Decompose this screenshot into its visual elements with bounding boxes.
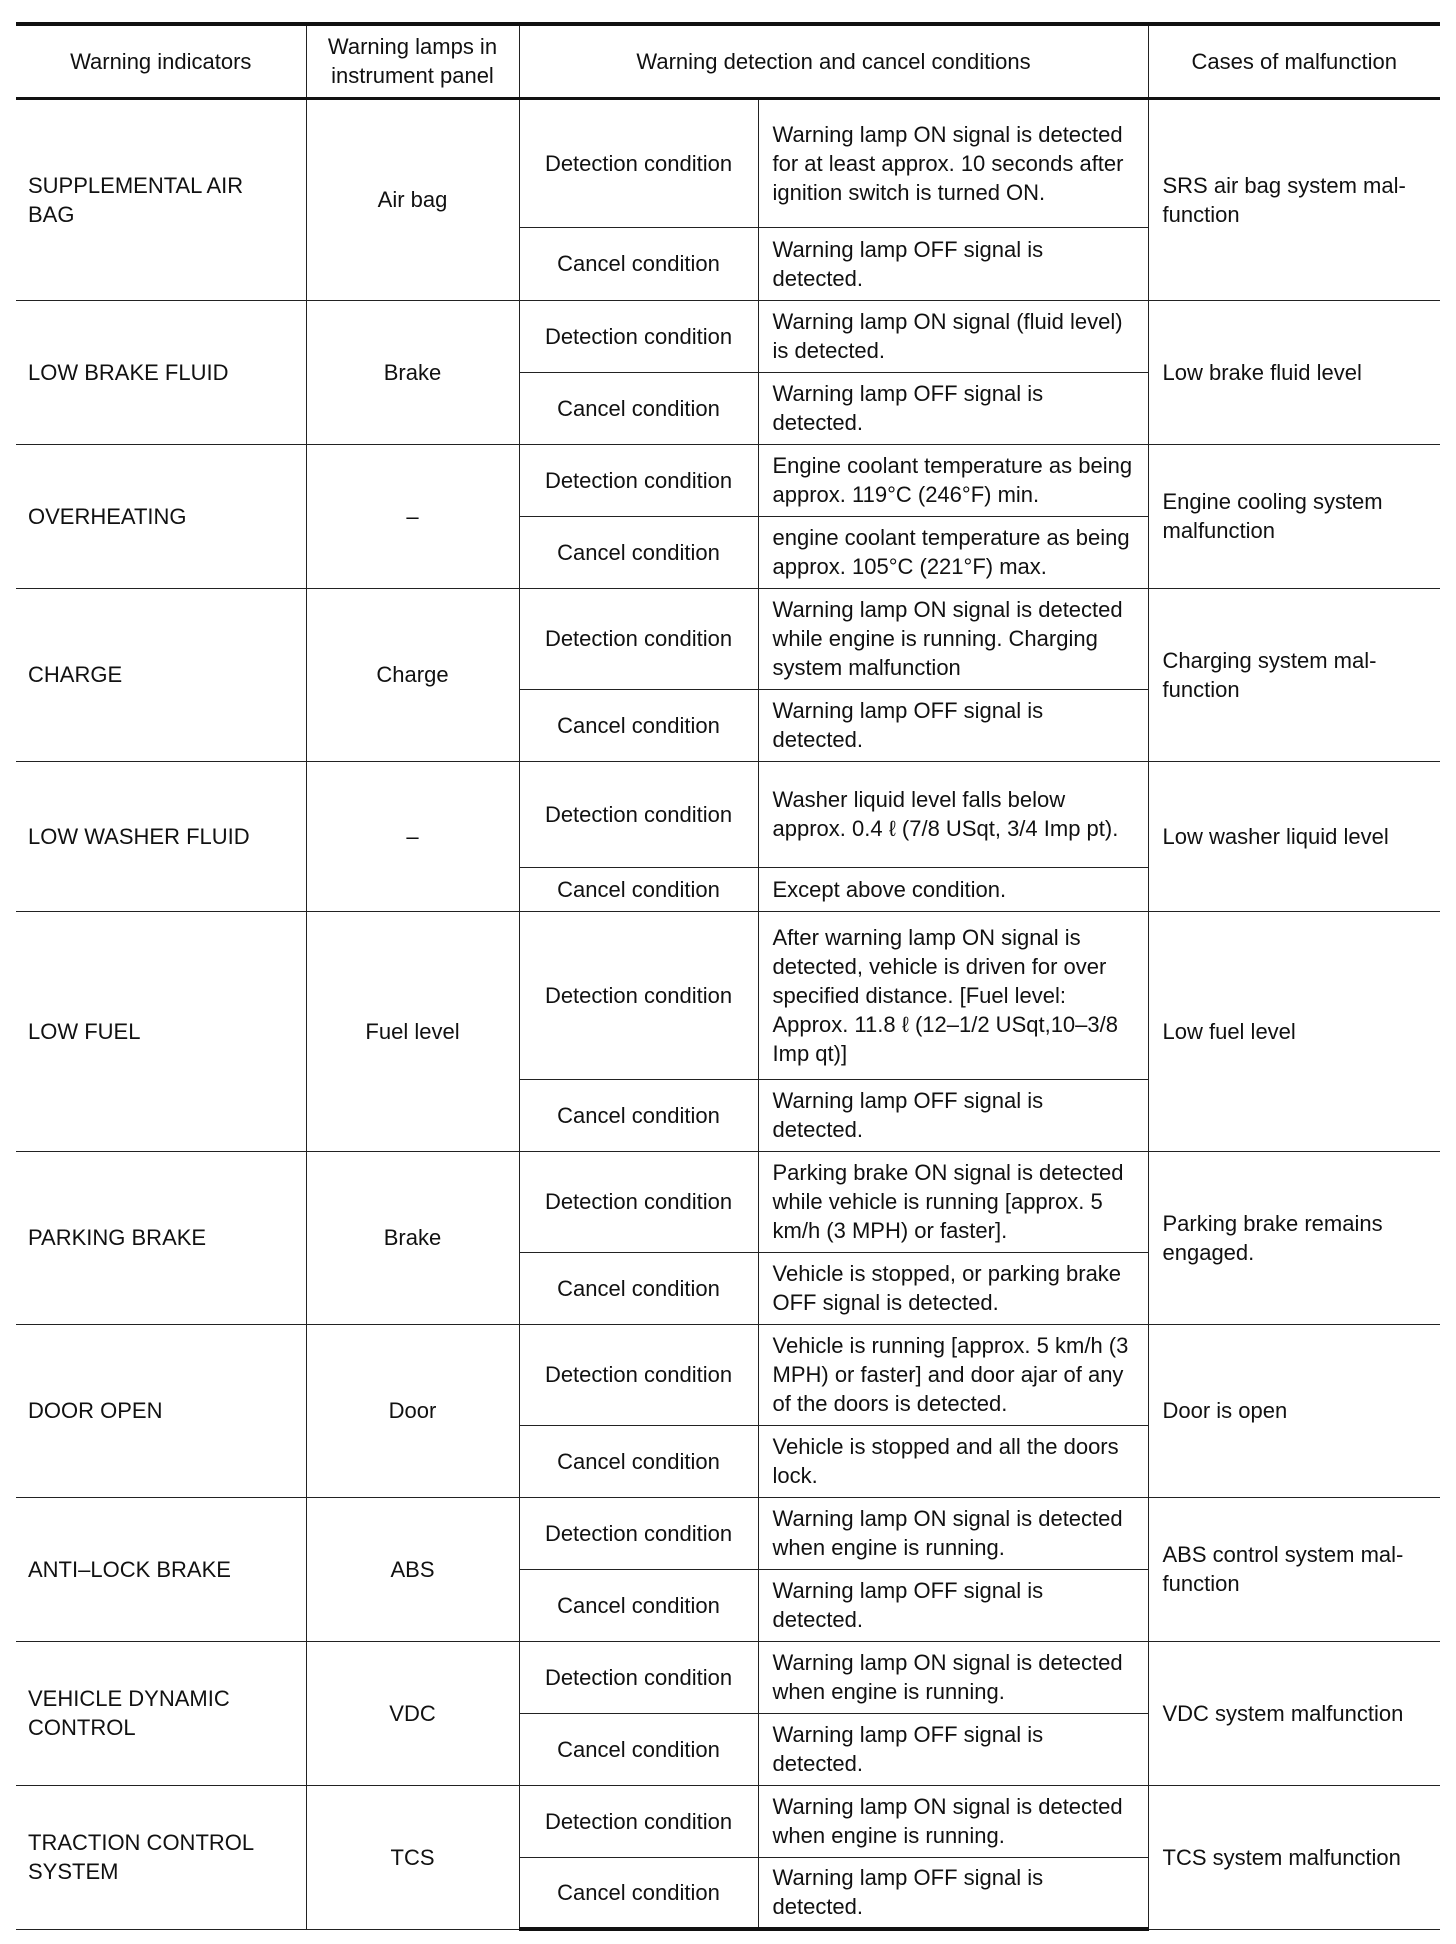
detection-condition-cell: Warning lamp ON signal is detected when engine is running. xyxy=(758,1785,1148,1857)
malfunction-case-cell: VDC system malfunction xyxy=(1148,1641,1440,1785)
warning-lamp-cell: Brake xyxy=(306,300,519,444)
detection-condition-cell: Warning lamp ON signal is detected when engine is running. xyxy=(758,1641,1148,1713)
cancel-condition-cell: Vehicle is stopped, or parking brake OFF signal is detected. xyxy=(758,1252,1148,1324)
malfunction-case-cell: Charging system mal- function xyxy=(1148,588,1440,761)
detection-condition-cell: Warning lamp ON signal (fluid level) is detected. xyxy=(758,300,1148,372)
table-row xyxy=(16,911,1440,1079)
header-row xyxy=(16,24,1440,98)
header-warning-indicators: Warning indicators xyxy=(16,24,306,98)
detection-label-cell: Detection condition xyxy=(519,98,758,227)
detection-label-cell: Detection condition xyxy=(519,761,758,867)
detection-condition-cell: After warning lamp ON signal is detected, vehicle is driven for over specified distance. [Fuel level: Approx. 11.8 ℓ (12–1/2 USqt,10–3/8 Imp qt)] xyxy=(758,911,1148,1079)
cancel-label-cell: Cancel condition xyxy=(519,689,758,761)
cancel-condition-cell: Vehicle is stopped and all the doors lock. xyxy=(758,1425,1148,1497)
table-row xyxy=(16,1641,1440,1713)
warning-indicator-cell: PARKING BRAKE xyxy=(16,1151,306,1324)
malfunction-case-cell: TCS system malfunction xyxy=(1148,1785,1440,1929)
warning-indicator-cell: SUPPLEMENTAL AIR BAG xyxy=(16,98,306,300)
detection-condition-cell: Engine coolant temperature as being approx. 119°C (246°F) min. xyxy=(758,444,1148,516)
detection-condition-cell: Warning lamp ON signal is detected when engine is running. xyxy=(758,1497,1148,1569)
cancel-label-cell: Cancel condition xyxy=(519,1713,758,1785)
detection-label-cell: Detection condition xyxy=(519,911,758,1079)
warning-lamp-cell: Charge xyxy=(306,588,519,761)
malfunction-case-cell: Low brake fluid level xyxy=(1148,300,1440,444)
warning-indicator-cell: ANTI–LOCK BRAKE xyxy=(16,1497,306,1641)
detection-condition-cell: Washer liquid level falls below approx. 0.4 ℓ (7/8 USqt, 3/4 Imp pt). xyxy=(758,761,1148,867)
table-row xyxy=(16,444,1440,516)
header-warning-lamps xyxy=(306,24,519,98)
detection-condition-cell: Vehicle is running [approx. 5 km/h (3 MPH) or faster] and door ajar of any of the doors is detected. xyxy=(758,1324,1148,1425)
detection-label-cell: Detection condition xyxy=(519,1324,758,1425)
warning-indicators-table xyxy=(16,22,1440,1931)
cancel-condition-cell: Warning lamp OFF signal is detected. xyxy=(758,1569,1148,1641)
cancel-label-cell: Cancel condition xyxy=(519,516,758,588)
cancel-label-cell: Cancel condition xyxy=(519,1569,758,1641)
malfunction-case-cell: ABS control system mal- function xyxy=(1148,1497,1440,1641)
detection-label-cell: Detection condition xyxy=(519,1151,758,1252)
malfunction-case-cell: SRS air bag system mal- function xyxy=(1148,98,1440,300)
warning-indicator-cell: VEHICLE DYNAMIC CONTROL xyxy=(16,1641,306,1785)
header-conditions: Warning detection and cancel conditions xyxy=(519,24,1148,98)
cancel-condition-cell: Warning lamp OFF signal is detected. xyxy=(758,1857,1148,1929)
header-lamp-line2: instrument panel xyxy=(331,63,494,89)
warning-indicator-cell: TRACTION CONTROL SYSTEM xyxy=(16,1785,306,1929)
malfunction-case-cell: Low fuel level xyxy=(1148,911,1440,1151)
warning-lamp-cell: Door xyxy=(306,1324,519,1497)
detection-label-cell: Detection condition xyxy=(519,300,758,372)
warning-indicator-cell: LOW BRAKE FLUID xyxy=(16,300,306,444)
table-row xyxy=(16,1151,1440,1252)
header-lamp-line1: Warning lamps in xyxy=(327,34,498,60)
detection-label-cell: Detection condition xyxy=(519,588,758,689)
cancel-condition-cell: Warning lamp OFF signal is detected. xyxy=(758,227,1148,300)
detection-condition-cell: Warning lamp ON signal is detected while engine is running. Charging system malfunction xyxy=(758,588,1148,689)
warning-indicator-cell: CHARGE xyxy=(16,588,306,761)
detection-label-cell: Detection condition xyxy=(519,444,758,516)
table-row xyxy=(16,1324,1440,1425)
table-row xyxy=(16,761,1440,867)
table-row xyxy=(16,1785,1440,1857)
cancel-label-cell: Cancel condition xyxy=(519,1252,758,1324)
cancel-condition-cell: Warning lamp OFF signal is detected. xyxy=(758,1079,1148,1151)
cancel-condition-cell: Warning lamp OFF signal is detected. xyxy=(758,689,1148,761)
cancel-condition-cell: Except above condition. xyxy=(758,867,1148,911)
cancel-label-cell: Cancel condition xyxy=(519,1857,758,1929)
warning-indicator-cell: LOW WASHER FLUID xyxy=(16,761,306,911)
cancel-label-cell: Cancel condition xyxy=(519,1425,758,1497)
cancel-condition-cell: Warning lamp OFF signal is detected. xyxy=(758,372,1148,444)
warning-indicator-cell: LOW FUEL xyxy=(16,911,306,1151)
malfunction-case-cell: Engine cooling system malfunction xyxy=(1148,444,1440,588)
table-row xyxy=(16,588,1440,689)
cancel-condition-cell: Warning lamp OFF signal is detected. xyxy=(758,1713,1148,1785)
malfunction-case-cell: Door is open xyxy=(1148,1324,1440,1497)
detection-condition-cell: Parking brake ON signal is detected while vehicle is running [approx. 5 km/h (3 MPH) or faster]. xyxy=(758,1151,1148,1252)
cancel-label-cell: Cancel condition xyxy=(519,867,758,911)
cancel-label-cell: Cancel condition xyxy=(519,372,758,444)
warning-lamp-cell: – xyxy=(306,761,519,911)
detection-label-cell: Detection condition xyxy=(519,1641,758,1713)
table-body xyxy=(16,98,1440,1929)
warning-indicator-cell: OVERHEATING xyxy=(16,444,306,588)
detection-label-cell: Detection condition xyxy=(519,1785,758,1857)
malfunction-case-cell: Low washer liquid level xyxy=(1148,761,1440,911)
warning-lamp-cell: – xyxy=(306,444,519,588)
header-cases: Cases of malfunction xyxy=(1148,24,1440,98)
warning-lamp-cell: VDC xyxy=(306,1641,519,1785)
detection-condition-cell: Warning lamp ON signal is detected for at least approx. 10 seconds after ignition switch is turned ON. xyxy=(758,98,1148,227)
warning-indicator-cell: DOOR OPEN xyxy=(16,1324,306,1497)
warning-lamp-cell: TCS xyxy=(306,1785,519,1929)
cancel-label-cell: Cancel condition xyxy=(519,1079,758,1151)
cancel-label-cell: Cancel condition xyxy=(519,227,758,300)
table-row xyxy=(16,1497,1440,1569)
warning-lamp-cell: Brake xyxy=(306,1151,519,1324)
document-page xyxy=(16,22,1440,1931)
cancel-condition-cell: engine coolant temperature as being approx. 105°C (221°F) max. xyxy=(758,516,1148,588)
warning-lamp-cell: Air bag xyxy=(306,98,519,300)
detection-label-cell: Detection condition xyxy=(519,1497,758,1569)
warning-lamp-cell: ABS xyxy=(306,1497,519,1641)
table-row xyxy=(16,300,1440,372)
malfunction-case-cell: Parking brake remains engaged. xyxy=(1148,1151,1440,1324)
warning-lamp-cell: Fuel level xyxy=(306,911,519,1151)
table-row xyxy=(16,98,1440,227)
